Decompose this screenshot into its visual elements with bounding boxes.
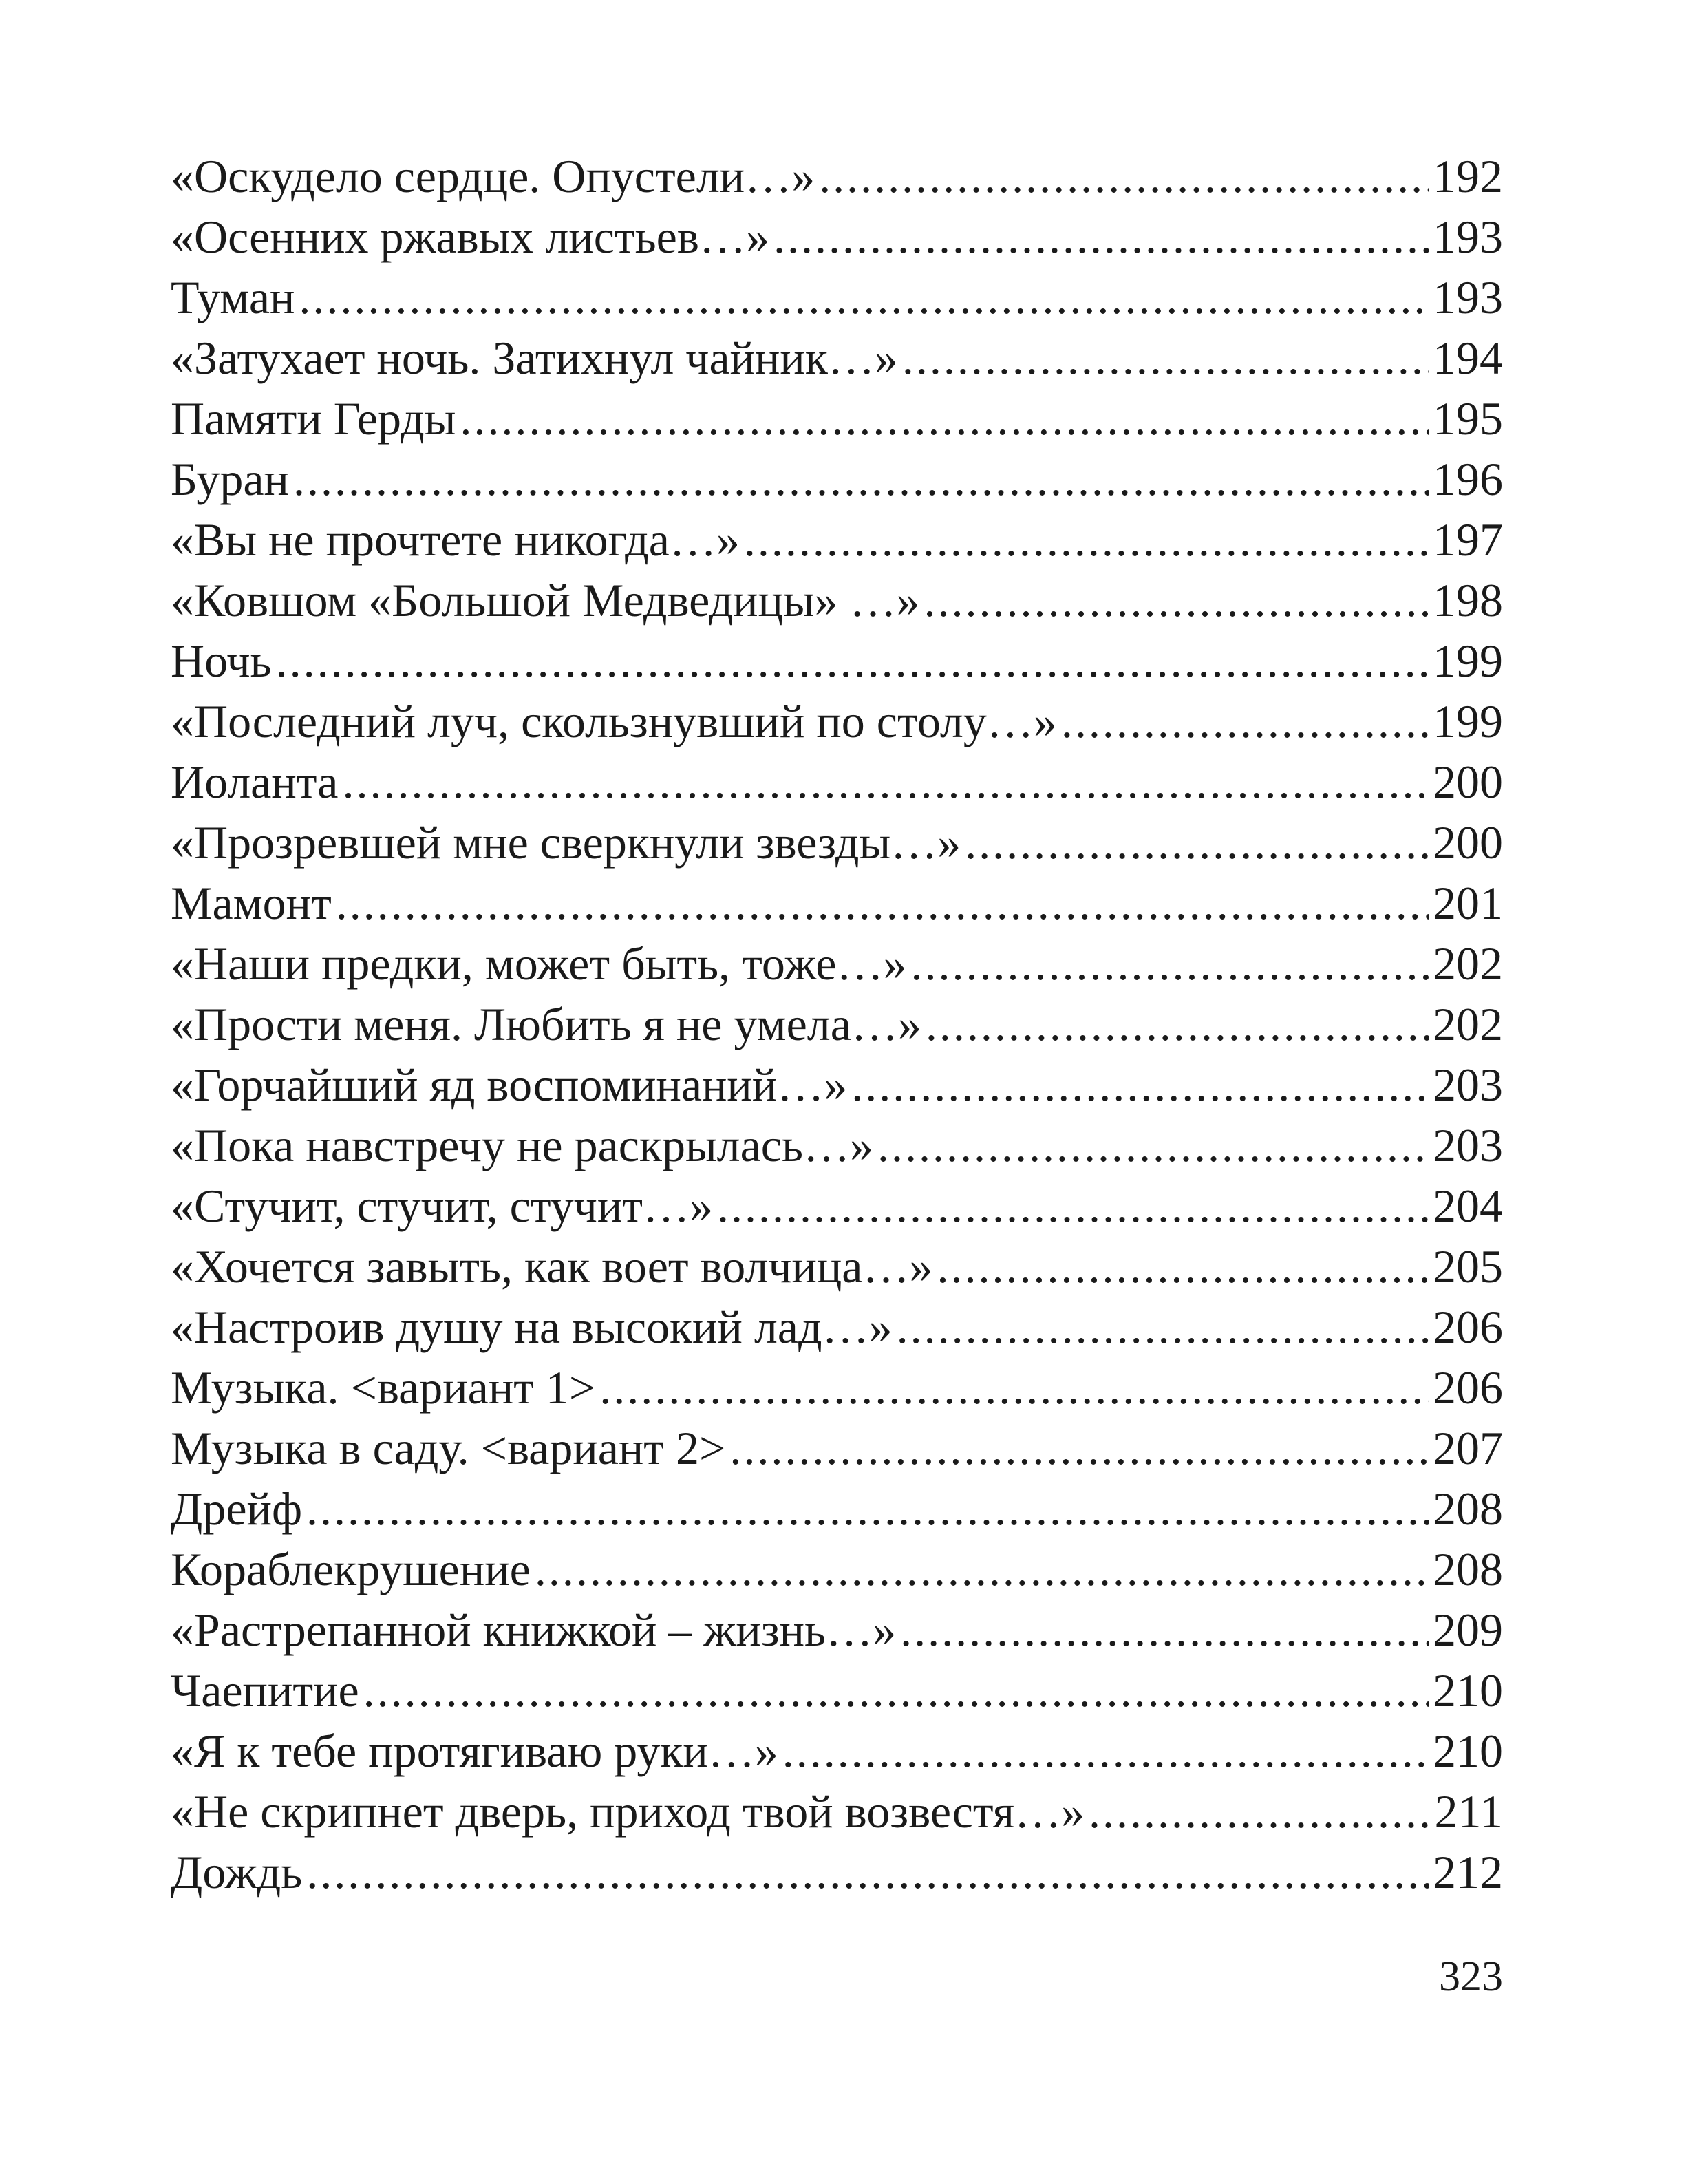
toc-entry-page: 195: [1433, 392, 1503, 445]
toc-entry-title: «Не скрипнет дверь, приход твой возвестя…»: [171, 1785, 1085, 1838]
toc-entry: [171, 1842, 1503, 1902]
toc-entry: [171, 812, 1503, 873]
toc-entry-page: 208: [1433, 1543, 1503, 1595]
toc-entry-title: Туман: [171, 271, 295, 323]
toc-entry: [171, 1721, 1503, 1781]
toc-entry-page: 199: [1433, 635, 1503, 687]
toc-entry-title: «Пока навстречу не раскрылась…»: [171, 1119, 873, 1171]
dot-leader: [336, 873, 1429, 933]
toc-entry-title: «Оскудело сердце. Опустели…»: [171, 150, 815, 202]
toc-entry: [171, 388, 1503, 449]
toc-entry-title: «Ковшом «Большой Медведицы» …»: [171, 574, 920, 626]
dot-leader: [773, 206, 1429, 267]
dot-leader: [910, 933, 1429, 994]
toc-entry: [171, 146, 1503, 206]
toc-entry-page: 203: [1433, 1119, 1503, 1171]
dot-leader: [460, 388, 1429, 449]
toc-entry: [171, 1054, 1503, 1115]
toc-entry-title: «Затухает ночь. Затихнул чайник…»: [171, 332, 898, 384]
dot-leader: [877, 1115, 1429, 1176]
dot-leader: [363, 1660, 1429, 1721]
page-number: 323: [1439, 1953, 1503, 2000]
dot-leader: [306, 1842, 1429, 1902]
toc-entry-page: 197: [1433, 513, 1503, 566]
toc-entry: [171, 1115, 1503, 1176]
dot-leader: [902, 328, 1429, 388]
dot-leader: [1061, 691, 1429, 752]
dot-leader: [599, 1357, 1429, 1418]
toc-entry-page: 201: [1433, 877, 1503, 929]
toc-entry-page: 202: [1433, 937, 1503, 990]
dot-leader: [299, 267, 1429, 328]
toc-entry: [171, 449, 1503, 509]
toc-entry: [171, 630, 1503, 691]
toc-entry: [171, 994, 1503, 1054]
toc-entry-page: 198: [1433, 574, 1503, 626]
toc-entry: [171, 1236, 1503, 1297]
toc-entry: [171, 206, 1503, 267]
dot-leader: [900, 1600, 1429, 1660]
dot-leader: [1089, 1781, 1430, 1842]
toc-entry-title: Памяти Герды: [171, 392, 456, 445]
toc-entry-page: 192: [1433, 150, 1503, 202]
toc-entry: [171, 752, 1503, 812]
toc-entry-title: «Осенних ржавых листьев…»: [171, 211, 769, 263]
toc-entry-page: 212: [1433, 1846, 1503, 1898]
toc-entry: [171, 1297, 1503, 1357]
dot-leader: [926, 994, 1429, 1054]
toc-entry-page: 210: [1433, 1664, 1503, 1717]
toc-entry-title: Ночь: [171, 635, 272, 687]
toc-entry: [171, 933, 1503, 994]
toc-entry-page: 205: [1433, 1240, 1503, 1293]
toc-entry-title: Буран: [171, 453, 289, 505]
toc-entry-page: 210: [1433, 1725, 1503, 1777]
dot-leader: [729, 1418, 1429, 1478]
toc-entry: [171, 267, 1503, 328]
toc-entry-page: 211: [1434, 1785, 1503, 1838]
dot-leader: [535, 1539, 1429, 1600]
toc-entry-title: «Я к тебе протягиваю руки…»: [171, 1725, 778, 1777]
toc-entry-title: Мамонт: [171, 877, 332, 929]
dot-leader: [717, 1176, 1429, 1236]
toc-entry-page: 194: [1433, 332, 1503, 384]
toc-entry-title: «Настроив душу на высокий лад…»: [171, 1301, 893, 1353]
toc-entry-page: 206: [1433, 1361, 1503, 1414]
toc-entry-page: 207: [1433, 1422, 1503, 1474]
toc-entry-title: «Стучит, стучит, стучит…»: [171, 1180, 713, 1232]
toc-entry: [171, 570, 1503, 630]
toc-entry-title: «Прости меня. Любить я не умела…»: [171, 998, 921, 1050]
dot-leader: [293, 449, 1429, 509]
dot-leader: [306, 1478, 1429, 1539]
toc-entry: [171, 1478, 1503, 1539]
toc-entry-page: 202: [1433, 998, 1503, 1050]
toc-entry: [171, 509, 1503, 570]
toc-entry-title: Музыка в саду. <вариант 2>: [171, 1422, 726, 1474]
dot-leader: [924, 570, 1429, 630]
toc-entry-page: 199: [1433, 695, 1503, 747]
toc-entry-page: 196: [1433, 453, 1503, 505]
toc-entry-page: 203: [1433, 1059, 1503, 1111]
dot-leader: [937, 1236, 1429, 1297]
toc-entry: [171, 691, 1503, 752]
toc-entry: [171, 1418, 1503, 1478]
toc-entry-page: 204: [1433, 1180, 1503, 1232]
toc-entry-page: 206: [1433, 1301, 1503, 1353]
toc-entry-title: Музыка. <вариант 1>: [171, 1361, 596, 1414]
dot-leader: [965, 812, 1429, 873]
toc-entry: [171, 1660, 1503, 1721]
toc-entry: [171, 1176, 1503, 1236]
toc-entry-page: 200: [1433, 756, 1503, 808]
dot-leader: [851, 1054, 1429, 1115]
toc-entry-title: Иоланта: [171, 756, 339, 808]
dot-leader: [782, 1721, 1429, 1781]
toc-entry-title: Дрейф: [171, 1482, 303, 1535]
toc-entry: [171, 1539, 1503, 1600]
toc-entry-title: «Последний луч, скользнувший по столу…»: [171, 695, 1057, 747]
toc-entry-title: «Наши предки, может быть, тоже…»: [171, 937, 907, 990]
toc-entry-title: «Растрепанной книжкой – жизнь…»: [171, 1604, 897, 1656]
toc-entry: [171, 1781, 1503, 1842]
toc-entry-title: «Прозревшей мне сверкнули звезды…»: [171, 816, 961, 869]
toc-entry-page: 209: [1433, 1604, 1503, 1656]
dot-leader: [276, 630, 1429, 691]
toc-entry-page: 193: [1433, 211, 1503, 263]
toc-entry-title: Дождь: [171, 1846, 303, 1898]
dot-leader: [342, 752, 1429, 812]
dot-leader: [897, 1297, 1429, 1357]
toc-entry-title: «Хочется завыть, как воет волчица…»: [171, 1240, 933, 1293]
toc-entry: [171, 873, 1503, 933]
dot-leader: [744, 509, 1429, 570]
dot-leader: [819, 146, 1429, 206]
toc-entry-page: 193: [1433, 271, 1503, 323]
toc-entry: [171, 1357, 1503, 1418]
toc-entry-title: Кораблекрушение: [171, 1543, 531, 1595]
toc-entry-page: 200: [1433, 816, 1503, 869]
toc-entry: [171, 1600, 1503, 1660]
toc-entry-title: Чаепитие: [171, 1664, 359, 1717]
toc-entry: [171, 328, 1503, 388]
toc-entry-page: 208: [1433, 1482, 1503, 1535]
toc-entry-title: «Вы не прочтете никогда…»: [171, 513, 740, 566]
table-of-contents: [171, 146, 1503, 1902]
toc-entry-title: «Горчайший яд воспоминаний…»: [171, 1059, 848, 1111]
